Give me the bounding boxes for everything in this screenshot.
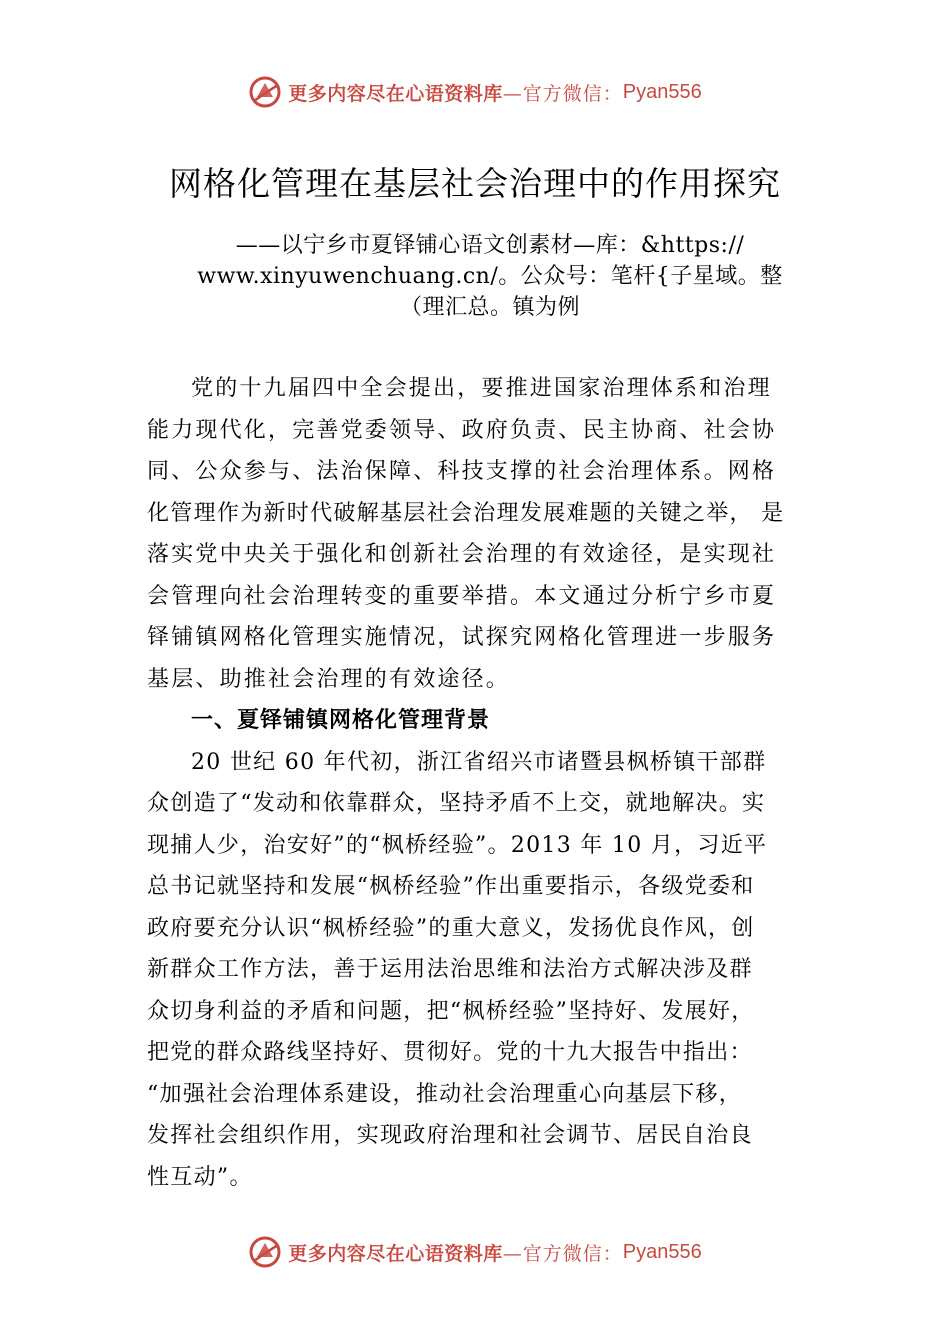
banner-wechat-id: Pyan556 [622, 80, 702, 103]
paragraph-line: “加强社会治理体系建设，推动社会治理重心向基层下移， [147, 1081, 743, 1107]
paragraph-line: 总书记就坚持和发展“枫桥经验”作出重要指示，各级党委和 [147, 874, 755, 899]
paragraph-line: 党的十九届四中全会提出，要推进国家治理体系和治理 [191, 376, 772, 401]
paragraph-line: 新群众工作方法，善于运用法治思维和法治方式解决涉及群 [147, 957, 753, 982]
paragraph-line: 基层、助推社会治理的有效途径。 [147, 666, 511, 692]
banner-main-text: 更多内容尽在心语资料库 [288, 82, 503, 105]
subtitle-line: （理汇总。镇为例 [399, 295, 580, 320]
document-body [147, 368, 812, 1198]
footer-banner [0, 1230, 950, 1274]
paragraph-line: 同、公众参与、法治保障、科技支撑的社会治理体系。网格 [147, 459, 777, 484]
brand-logo-icon [248, 1235, 282, 1269]
header-banner [0, 70, 950, 114]
section-heading: 一、夏铎铺镇网格化管理背景 [191, 708, 491, 733]
paragraph-line: 20 世纪 60 年代初，浙江省绍兴市诸暨县枫桥镇干部群 [191, 749, 767, 775]
paragraph-line: 能力现代化，完善党委领导、政府负责、民主协商、社会协 [147, 417, 777, 443]
paragraph-line: 现捕人少，治安好”的“枫桥经验”。2013 年 10 月，习近平 [147, 832, 768, 858]
paragraph-line: 发挥社会组织作用，实现政府治理和社会调节、居民自治良 [147, 1123, 753, 1148]
banner-sub-text: —官方微信： [502, 82, 623, 105]
brand-logo-icon [248, 75, 282, 109]
banner-sub-text: —官方微信： [502, 1242, 623, 1265]
subtitle-line: www.xinyuwenchuang.cn/。公众号：笔杆{子星域。整 [197, 264, 783, 289]
banner-wechat-id: Pyan556 [622, 1240, 702, 1263]
paragraph-line: 把党的群众路线坚持好、贯彻好。党的十九大报告中指出： [147, 1040, 753, 1065]
paragraph-line: 众创造了“发动和依靠群众，坚持矛盾不上交，就地解决。实 [147, 791, 766, 816]
paragraph-line: 化管理作为新时代破解基层社会治理发展难题的关键之举， 是 [147, 500, 785, 526]
paragraph-line: 众切身利益的矛盾和问题，把“枫桥经验”坚持好、发展好， [147, 998, 755, 1024]
paragraph-line: 性互动”。 [147, 1164, 253, 1190]
banner-main-text: 更多内容尽在心语资料库 [288, 1242, 503, 1265]
subtitle-line: ——以宁乡市夏铎铺心语文创素材—库：&https:// [235, 233, 745, 258]
paragraph-line: 落实党中央关于强化和创新社会治理的有效途径，是实现社 [147, 542, 777, 567]
paragraph-line: 政府要充分认识“枫桥经验”的重大意义，发扬优良作风，创 [147, 915, 755, 941]
document-subtitle [170, 230, 810, 323]
document-title: 网格化管理在基层社会治理中的作用探究 [169, 164, 781, 203]
paragraph-line: 铎铺镇网格化管理实施情况，试探究网格化管理进一步服务 [147, 625, 777, 650]
paragraph-line: 会管理向社会治理转变的重要举措。本文通过分析宁乡市夏 [147, 583, 777, 609]
